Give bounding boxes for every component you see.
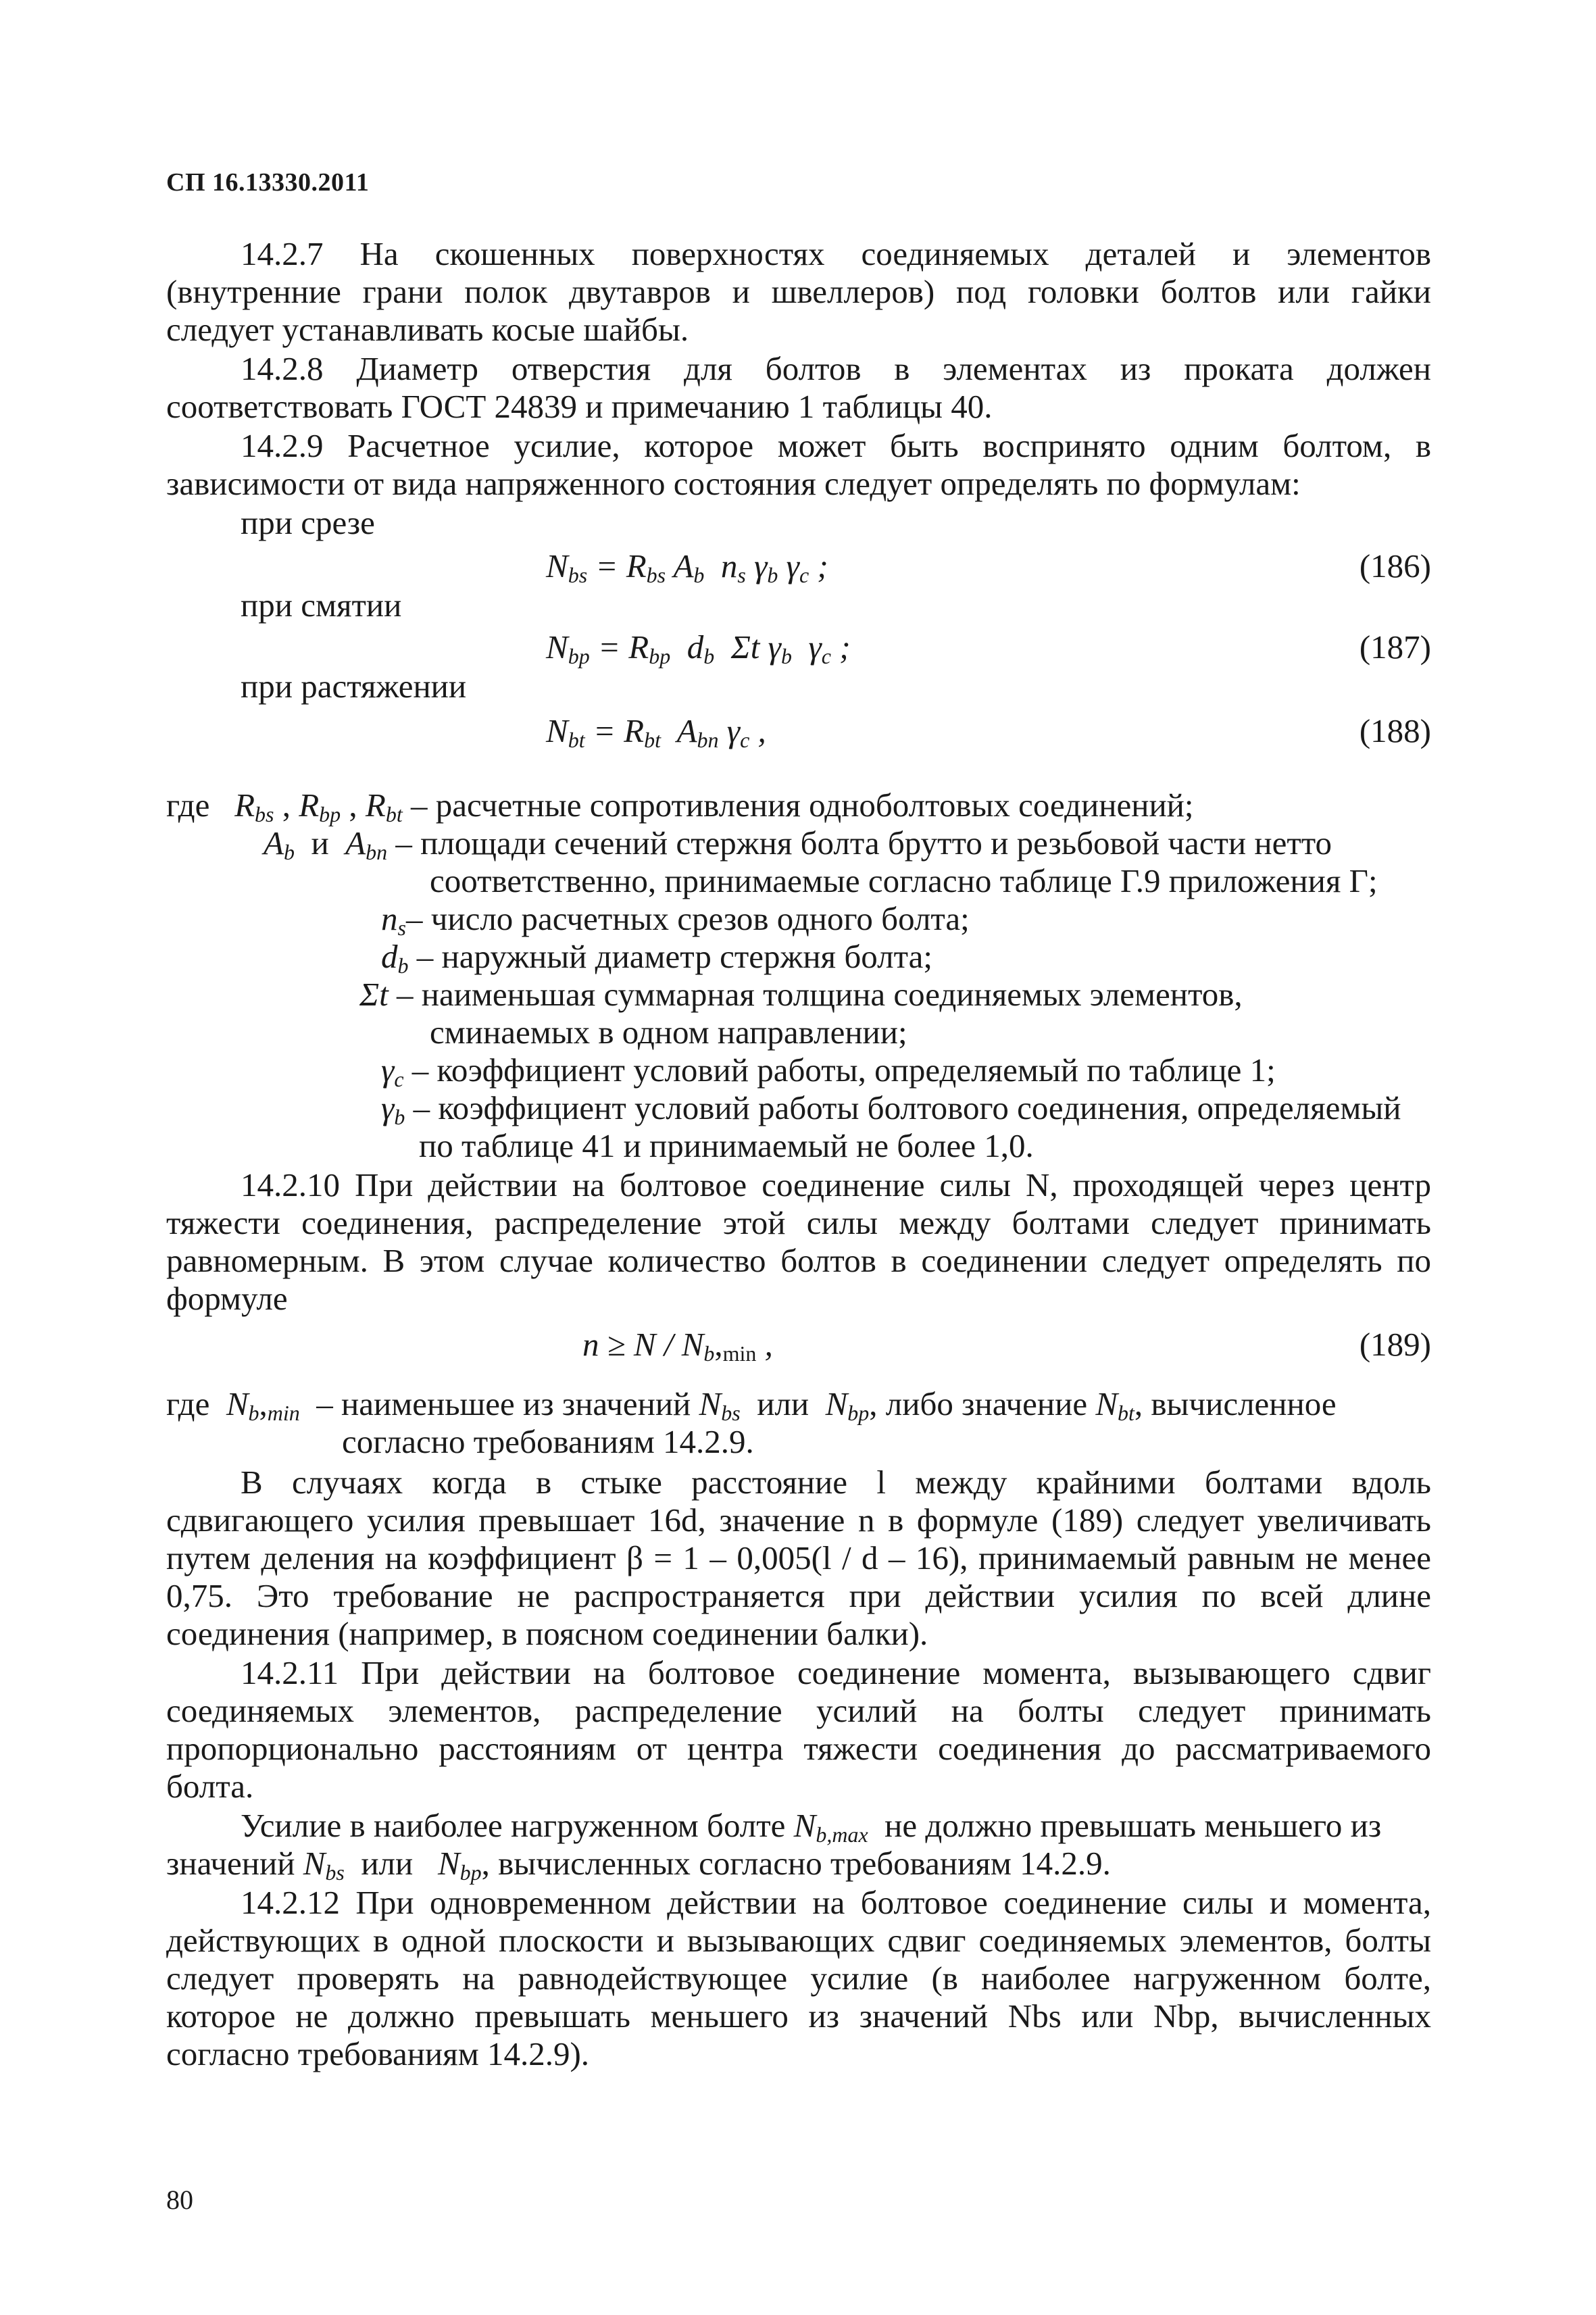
definition-line: согласно требованиям 14.2.9. <box>342 1423 754 1460</box>
formula-187: $N_{bp} = R_{bp}$ $d_b$ Σt $\gamma_b$ $\gamma_c$ ; <box>546 628 851 668</box>
paragraph-14-2-12-line: которое не должно превышать меньшего из значений Nbs или Nbp, вычисленных <box>166 1997 1431 2035</box>
paragraph-cases-line: 0,75. Это требование не распространяется при действии усилия по всей длине <box>166 1577 1431 1614</box>
definition-line: $n_s-$ число расчетных срезов одного болта; <box>381 900 970 940</box>
definition-line: где $R_{bs}$ , $R_{bp}$ , $R_{bt}$ – расчетные сопротивления одноболтовых соединений; <box>166 787 1194 826</box>
text: не должно превышать меньшего из <box>884 1807 1382 1844</box>
paragraph-14-2-12-line: действующих в одной плоскости и вызывающих сдвиг соединяемых элементов, болты <box>166 1922 1431 1959</box>
definition-text: – наименьшая суммарная толщина соединяемых элементов, <box>396 976 1243 1013</box>
paragraph-14-2-9-line: 14.2.9 Расчетное усилие, которое может быть воспринято одним болтом, в <box>241 427 1431 464</box>
definition-line: $\gamma_b$ – коэффициент условий работы болтового соединения, определяемый <box>381 1089 1401 1129</box>
document-header: СП 16.13330.2011 <box>166 168 370 197</box>
formula-188: $N_{bt} = R_{bt}$ $A_{bn}$ $\gamma_c$ , <box>546 712 766 752</box>
paragraph-14-2-12-line: согласно требованиям 14.2.9). <box>166 2035 590 2072</box>
where-word: где <box>166 1385 210 1422</box>
paragraph-14-2-7-line: (внутренние грани полок двутавров и швеллеров) под головки болтов или гайки <box>166 273 1431 310</box>
definition-line: $\gamma_c$ – коэффициент условий работы, определяемый по таблице 1; <box>381 1051 1276 1091</box>
label-bearing: при смятии <box>241 587 402 624</box>
definition-text: – наименьшее из значений <box>316 1385 691 1422</box>
paragraph-14-2-11-line: соединяемых элементов, распределение усилий на болты следует принимать <box>166 1692 1431 1729</box>
paragraph-14-2-11-line: болта. <box>166 1768 254 1805</box>
definition-text: – наружный диаметр стержня болта; <box>416 938 932 975</box>
definition-text: , либо значение <box>869 1385 1088 1422</box>
paragraph-14-2-7-line: следует устанавливать косые шайбы. <box>166 311 689 348</box>
equation-number: (187) <box>1359 628 1431 666</box>
paragraph-cases-line: соединения (например, в поясном соединении балки). <box>166 1615 928 1652</box>
definition-text: – коэффициент условий работы, определяемый по таблице 1; <box>412 1051 1276 1089</box>
equation-number: (186) <box>1359 547 1431 584</box>
definition-line: Σt – наименьшая суммарная толщина соединяемых элементов, <box>359 976 1243 1013</box>
definition-line: соответственно, принимаемые согласно таблице Г.9 приложения Г; <box>430 862 1378 899</box>
definition-line: сминаемых в одном направлении; <box>430 1014 907 1051</box>
label-shear: при срезе <box>241 504 375 541</box>
definition-line: $d_b$ – наружный диаметр стержня болта; <box>381 938 932 978</box>
definition-text: – коэффициент условий работы болтового соединения, определяемый <box>413 1089 1401 1126</box>
paragraph-force-line: Усилие в наиболее нагруженном болте $N_{b,max}$ не должно превышать меньшего из <box>241 1807 1382 1847</box>
page-number: 80 <box>166 2185 193 2215</box>
text: , вычисленных согласно требованиям 14.2.9. <box>481 1845 1111 1882</box>
paragraph-cases-line: сдвигающего усилия превышает 16d, значение n в формуле (189) следует увеличивать <box>166 1501 1431 1539</box>
paragraph-14-2-10-line: 14.2.10 При действии на болтовое соединение силы N, проходящей через центр <box>241 1166 1431 1203</box>
definition-text: или <box>757 1385 809 1422</box>
paragraph-14-2-8-line: соответствовать ГОСТ 24839 и примечанию 1 таблицы 40. <box>166 388 993 425</box>
text: или <box>361 1845 414 1882</box>
label-tension: при растяжении <box>241 668 467 705</box>
paragraph-force-line: значений $N_{bs}$ или $N_{bp}$, вычисленных согласно требованиям 14.2.9. <box>166 1845 1111 1885</box>
paragraph-cases-line: В случаях когда в стыке расстояние l между крайними болтами вдоль <box>241 1464 1431 1501</box>
paragraph-14-2-11-line: пропорционально расстояниям от центра тяжести соединения до рассматриваемого <box>166 1730 1431 1767</box>
paragraph-14-2-8-line: 14.2.8 Диаметр отверстия для болтов в элементах из проката должен <box>241 350 1431 387</box>
definition-line: $A_b$ и $A_{bn}$ – площади сечений стержня болта брутто и резьбовой части нетто <box>264 824 1332 864</box>
definition-text: и <box>311 824 329 862</box>
text: значений <box>166 1845 295 1882</box>
where-word: где <box>166 787 210 824</box>
definition-line: где $N_b,_{min}$ – наименьшее из значений $N_{bs}$ или $N_{bp}$, либо значение $N_{bt}$, вычисленное <box>166 1385 1337 1425</box>
definition-text: – расчетные сопротивления одноболтовых соединений; <box>411 787 1194 824</box>
definition-line: по таблице 41 и принимаемый не более 1,0. <box>419 1127 1034 1164</box>
paragraph-14-2-10-line: формуле <box>166 1280 288 1317</box>
equation-number: (188) <box>1359 712 1431 749</box>
text: Усилие в наиболее нагруженном болте <box>241 1807 786 1844</box>
paragraph-14-2-11-line: 14.2.11 При действии на болтовое соединение момента, вызывающего сдвиг <box>241 1654 1431 1691</box>
definition-text: , вычисленное <box>1134 1385 1337 1422</box>
paragraph-14-2-9-line: зависимости от вида напряженного состояния следует определять по формулам: <box>166 465 1301 502</box>
definition-text: – площади сечений стержня болта брутто и резьбовой части нетто <box>395 824 1332 862</box>
paragraph-14-2-12-line: следует проверять на равнодействующее усилие (в наиболее нагруженном болте, <box>166 1960 1431 1997</box>
formula-186: $N_{bs} = R_{bs}$ $A_b$ $n_s$ $\gamma_b$ $\gamma_c$ ; <box>546 547 828 587</box>
paragraph-14-2-10-line: равномерным. В этом случае количество болтов в соединении следует определять по <box>166 1242 1431 1279</box>
equation-number: (189) <box>1359 1326 1431 1363</box>
paragraph-14-2-10-line: тяжести соединения, распределение этой силы между болтами следует принимать <box>166 1204 1431 1241</box>
formula-189: $n \ge N / N_b,_{min}$ , <box>582 1326 773 1366</box>
definition-text: – число расчетных срезов одного болта; <box>405 900 970 937</box>
paragraph-14-2-12-line: 14.2.12 При одновременном действии на болтовое соединение силы и момента, <box>241 1884 1431 1921</box>
paragraph-14-2-7-line: 14.2.7 На скошенных поверхностях соединяемых деталей и элементов <box>241 235 1431 272</box>
paragraph-cases-line: путем деления на коэффициент β = 1 – 0,005(l / d – 16), принимаемый равным не менее <box>166 1539 1431 1576</box>
